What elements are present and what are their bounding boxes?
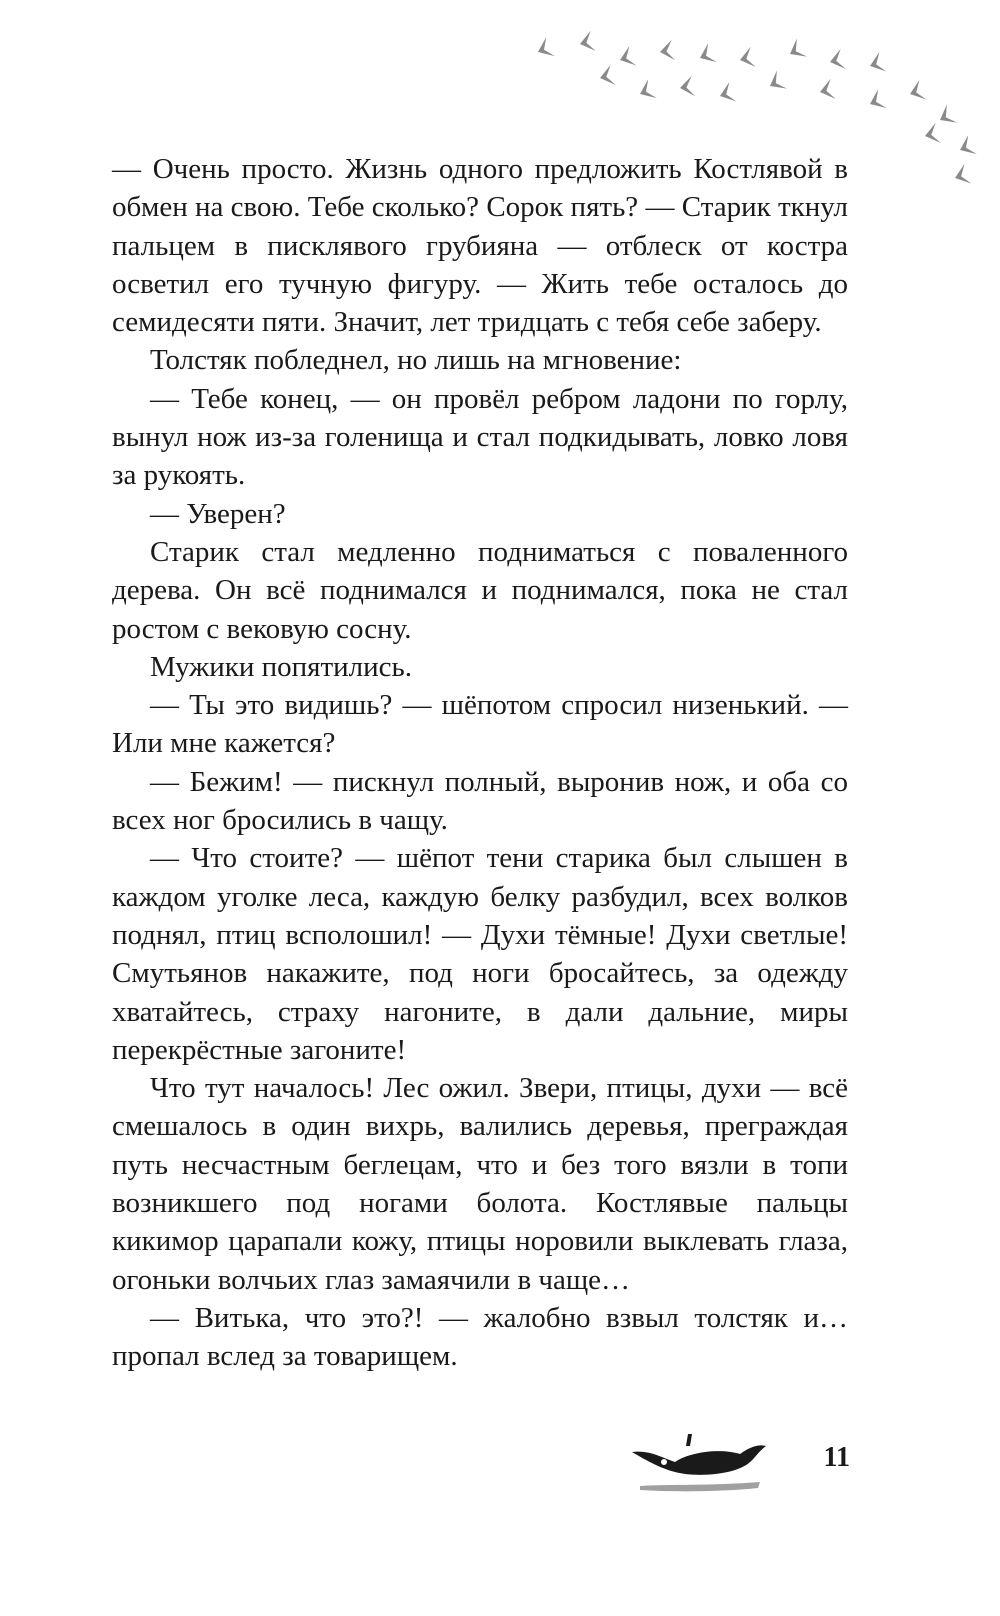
bird-icon bbox=[668, 76, 695, 99]
paragraph: — Бежим! — пискнул полный, выронив нож, и оба со всех ног бросились в чащу. bbox=[112, 765, 848, 837]
paragraph: — Ты это видишь? — шёпотом спросил низенький. — Или мне кажется? bbox=[112, 689, 848, 760]
bird-icon bbox=[912, 122, 941, 147]
bird-icon bbox=[817, 48, 846, 73]
bird-icon bbox=[946, 135, 977, 163]
bird-icon bbox=[775, 38, 807, 68]
bird-icon bbox=[941, 163, 971, 190]
paragraph: Что тут началось! Лес ожил. Звери, птицы, духи — всё смешалось в один вихрь, валились деревья, преграждая путь несчастным беглецам, что и без того вязли в топи возникшего под ногами болота. Костлявые пальцы кикимор царапали кожу, птицы норовили выклевать глаза, огоньки волчьих глаз замаячили в чаще… bbox=[112, 1072, 848, 1296]
bird-icon bbox=[807, 78, 836, 103]
bird-icon bbox=[606, 45, 636, 72]
bird-icon bbox=[587, 64, 616, 89]
paragraph: — Тебе конец, — он провёл ребром ладони по горлу, вынул нож из-за голенища и стал подкидывать, ловко ловя за рукоять. bbox=[112, 382, 848, 492]
page-text bbox=[112, 150, 848, 1376]
bird-icon bbox=[727, 46, 756, 71]
paragraph: Толстяк побледнел, но лишь на мгновение: bbox=[150, 344, 682, 377]
bird-icon bbox=[524, 37, 555, 65]
paragraph: Старик стал медленно подниматься с поваленного дерева. Он всё поднимался и поднимался, пока не стал ростом с вековую сосну. bbox=[112, 535, 848, 645]
bird-icon bbox=[648, 40, 675, 63]
bird-icon bbox=[856, 89, 887, 117]
ship-on-fish-icon bbox=[630, 1432, 770, 1502]
paragraph: — Что стоите? — шёпот тени старика был слышен в каждом уголке леса, каждую белку разбудил, всех волков поднял, птиц всполошил! — Духи тёмные! Духи светлые! Смутьянов накажите, под ноги бросайтесь, за одежду хватайтесь, страху нагоните, в дали дальние, миры перекрёстные загоните! bbox=[112, 842, 848, 1066]
paragraph: — Уверен? bbox=[150, 497, 286, 530]
paragraph: Мужики попятились. bbox=[150, 650, 413, 683]
bird-icon bbox=[755, 70, 787, 100]
paragraph: — Витька, что это?! — жалобно взвыл толстяк и… пропал вслед за товарищем. bbox=[112, 1301, 848, 1373]
paragraph: — Очень просто. Жизнь одного предложить Костлявой в обмен на свою. Тебе сколько? Сорок пять? — Старик ткнул пальцем в писклявого грубияна — отблеск от костра осветил его тучную фигуру. — Жить тебе осталось до семидесяти пяти. Значит, лет тридцать с тебя себе заберу. bbox=[112, 153, 848, 339]
bird-icon bbox=[686, 43, 717, 71]
bird-icon bbox=[706, 81, 736, 108]
page-number: 11 bbox=[823, 1442, 850, 1473]
bird-icon bbox=[856, 51, 886, 78]
bird-icon bbox=[896, 79, 926, 106]
bird-icon bbox=[626, 79, 657, 107]
bird-icon bbox=[567, 30, 596, 55]
bird-icon bbox=[925, 104, 957, 134]
